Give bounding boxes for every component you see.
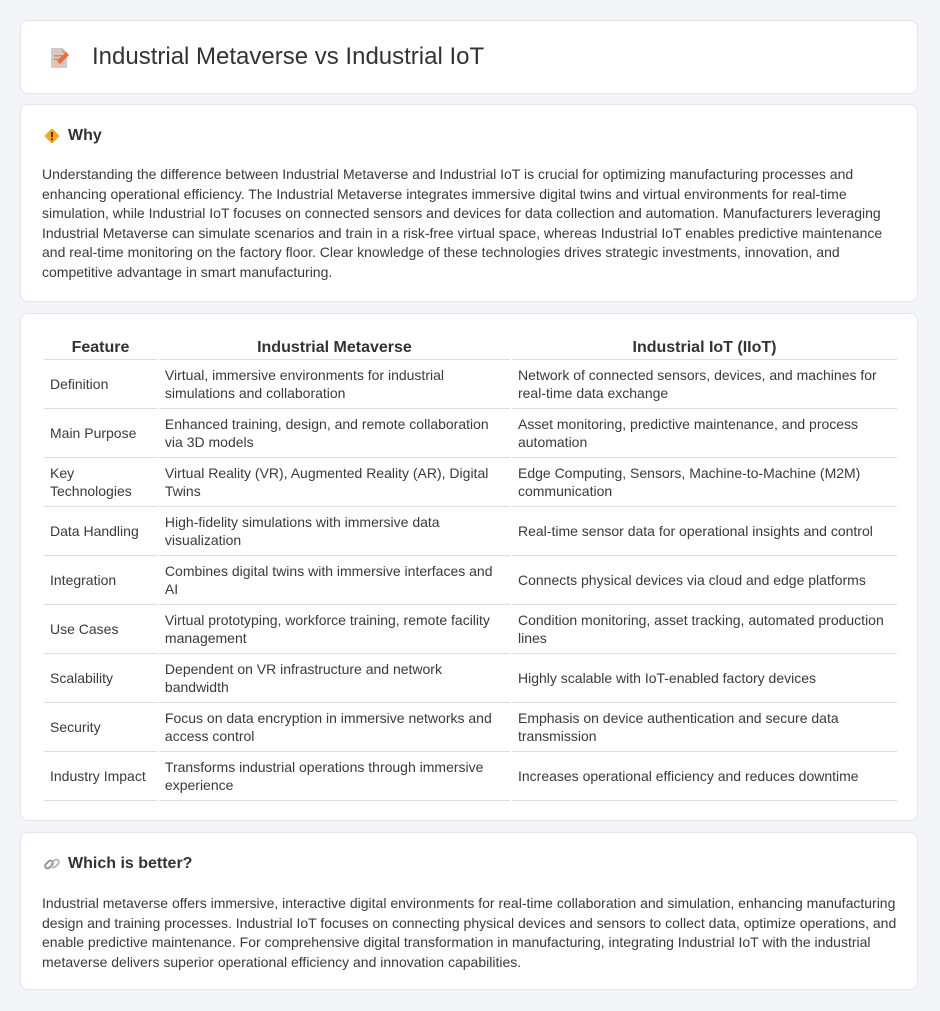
table-row (44, 409, 897, 458)
feature-cell: Main Purpose (44, 409, 157, 458)
table-header-row (44, 334, 897, 360)
metaverse-cell: High-fidelity simulations with immersive data visualization (159, 507, 510, 556)
column-header: Feature (44, 334, 157, 360)
iiot-cell: Emphasis on device authentication and secure data transmission (512, 703, 897, 752)
which-better-section (20, 832, 918, 990)
table-row (44, 605, 897, 654)
comparison-section (20, 313, 918, 821)
column-header: Industrial Metaverse (159, 334, 510, 360)
title-card (20, 20, 918, 94)
why-heading: Why (68, 127, 102, 144)
feature-cell: Definition (44, 360, 157, 409)
document-pencil-icon (47, 46, 71, 70)
iiot-cell: Increases operational efficiency and reduces downtime (512, 752, 897, 801)
table-row (44, 458, 897, 507)
metaverse-cell: Combines digital twins with immersive interfaces and AI (159, 556, 510, 605)
metaverse-cell: Virtual prototyping, workforce training, remote facility management (159, 605, 510, 654)
better-text: Industrial metaverse offers immersive, interactive digital environments for real-time collaboration and simulation, enhancing manufacturing design and training processes. Industrial IoT focuses on connecting physical devices and sensors to collect data, optimize operations, and enable predictive maintenance. For comprehensive digital transformation in manufacturing, integrating Industrial IoT with the industrial metaverse delivers superior operational efficiency and innovation capabilities. (42, 895, 897, 970)
why-section (20, 104, 918, 302)
better-header (43, 855, 192, 873)
metaverse-cell: Dependent on VR infrastructure and network bandwidth (159, 654, 510, 703)
feature-cell: Integration (44, 556, 157, 605)
iiot-cell: Network of connected sensors, devices, and machines for real-time data exchange (512, 360, 897, 409)
metaverse-cell: Transforms industrial operations through immersive experience (159, 752, 510, 801)
table-row (44, 507, 897, 556)
metaverse-cell: Focus on data encryption in immersive networks and access control (159, 703, 510, 752)
comparison-table (42, 334, 899, 801)
iiot-cell: Condition monitoring, asset tracking, automated production lines (512, 605, 897, 654)
table-row (44, 556, 897, 605)
feature-cell: Use Cases (44, 605, 157, 654)
iiot-cell: Edge Computing, Sensors, Machine-to-Machine (M2M) communication (512, 458, 897, 507)
table-row (44, 654, 897, 703)
page-title: Industrial Metaverse vs Industrial IoT (92, 43, 485, 70)
iiot-cell: Highly scalable with IoT-enabled factory devices (512, 654, 897, 703)
iiot-cell: Real-time sensor data for operational insights and control (512, 507, 897, 556)
metaverse-cell: Virtual Reality (VR), Augmented Reality (AR), Digital Twins (159, 458, 510, 507)
metaverse-cell: Virtual, immersive environments for industrial simulations and collaboration (159, 360, 510, 409)
iiot-cell: Asset monitoring, predictive maintenance, and process automation (512, 409, 897, 458)
why-header (43, 127, 102, 145)
feature-cell: Key Technologies (44, 458, 157, 507)
column-header: Industrial IoT (IIoT) (512, 334, 897, 360)
diamond-sign-icon (43, 127, 61, 145)
iiot-cell: Connects physical devices via cloud and edge platforms (512, 556, 897, 605)
table-row (44, 752, 897, 801)
table-row (44, 703, 897, 752)
table-row (44, 360, 897, 409)
feature-cell: Security (44, 703, 157, 752)
feature-cell: Industry Impact (44, 752, 157, 801)
better-heading: Which is better? (68, 855, 193, 872)
feature-cell: Scalability (44, 654, 157, 703)
link-icon (43, 855, 61, 873)
why-text: Understanding the difference between Industrial Metaverse and Industrial IoT is crucial for optimizing manufacturing processes and enhancing operational efficiency. The Industrial Metaverse integrates immersive digital twins and virtual environments for real-time simulation, while Industrial IoT focuses on connected sensors and devices for data collection and automation. Manufacturers leveraging Industrial Metaverse can simulate scenarios and train in a risk-free virtual space, whereas Industrial IoT enables predictive maintenance and real-time monitoring on the factory floor. Clear knowledge of these technologies drives strategic investments, innovation, and competitive advantage in smart manufacturing. (42, 166, 883, 280)
metaverse-cell: Enhanced training, design, and remote collaboration via 3D models (159, 409, 510, 458)
feature-cell: Data Handling (44, 507, 157, 556)
